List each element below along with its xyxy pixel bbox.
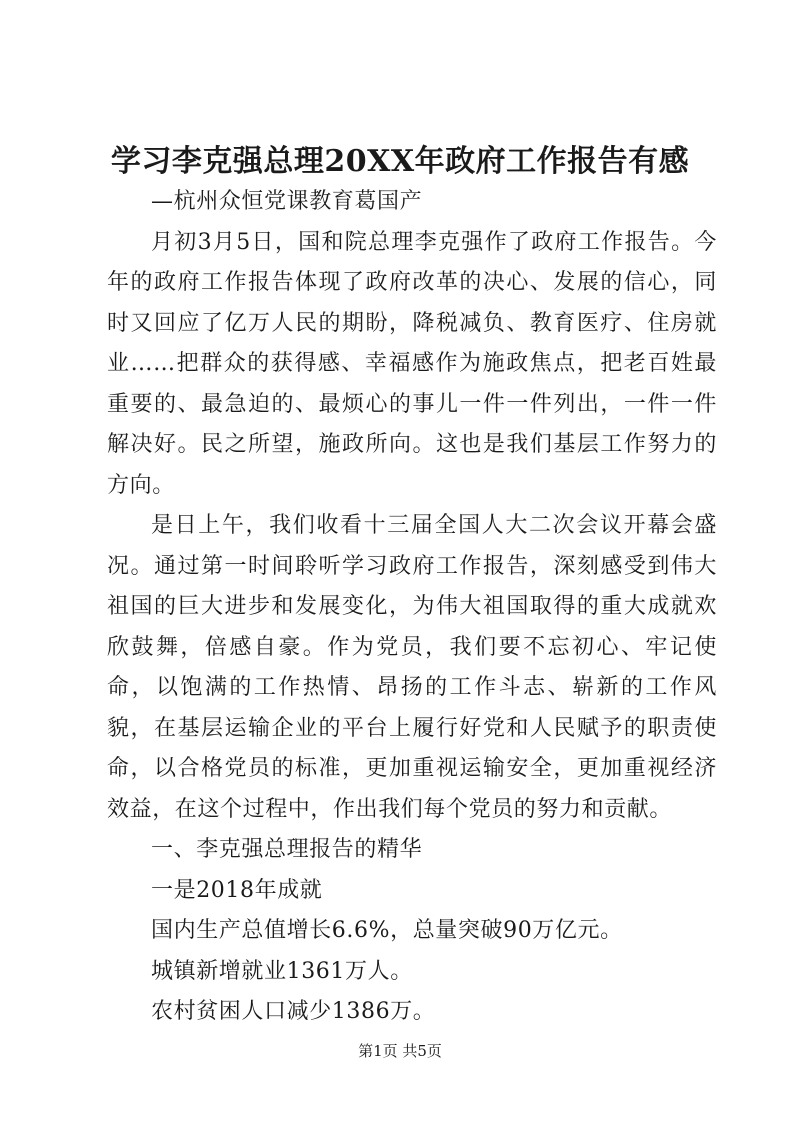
body-paragraph: 月初3月5日，国和院总理李克强作了政府工作报告。今年的政府工作报告体现了政府改革的决心、发展的信心，同时又回应了亿万人民的期盼，降税减负、教育医疗、住房就业……把群众的获得感、幸福感作为施政焦点，把老百姓最重要的、最急迫的、最烦心的事儿一件一件列出，一件一件解决好。民之所望，施政所向。这也是我们基层工作努力的方向。 <box>107 229 717 498</box>
body-paragraph: 是日上午，我们收看十三届全国人大二次会议开幕会盛况。通过第一时间聆听学习政府工作报告，深刻感受到伟大祖国的巨大进步和发展变化，为伟大祖国取得的重大成就欢欣鼓舞，倍感自豪。作为党员，我们要不忘初心、牢记使命，以饱满的工作热情、昂扬的工作斗志、崭新的工作风貌，在基层运输企业的平台上履行好党和人民赋予的职责使命，以合格党员的标准，更加重视运输安全，更加重视经济效益，在这个过程中，作出我们每个党员的努力和贡献。 <box>107 513 717 822</box>
document-title: 学习李克强总理20XX年政府工作报告有感 <box>110 144 690 179</box>
sub-heading: 一是2018年成就 <box>151 877 323 903</box>
document-body <box>107 182 717 1033</box>
section-heading: 一、李克强总理报告的精华 <box>151 837 423 862</box>
author-line: —杭州众恒党课教育葛国产 <box>151 189 423 214</box>
list-item: 城镇新增就业1361万人。 <box>151 958 413 984</box>
list-item: 农村贫困人口减少1386万。 <box>151 999 436 1024</box>
page-footer: 第1页 共5页 <box>358 1042 442 1060</box>
list-item: 国内生产总值增长6.6%，总量突破90万亿元。 <box>151 918 623 943</box>
